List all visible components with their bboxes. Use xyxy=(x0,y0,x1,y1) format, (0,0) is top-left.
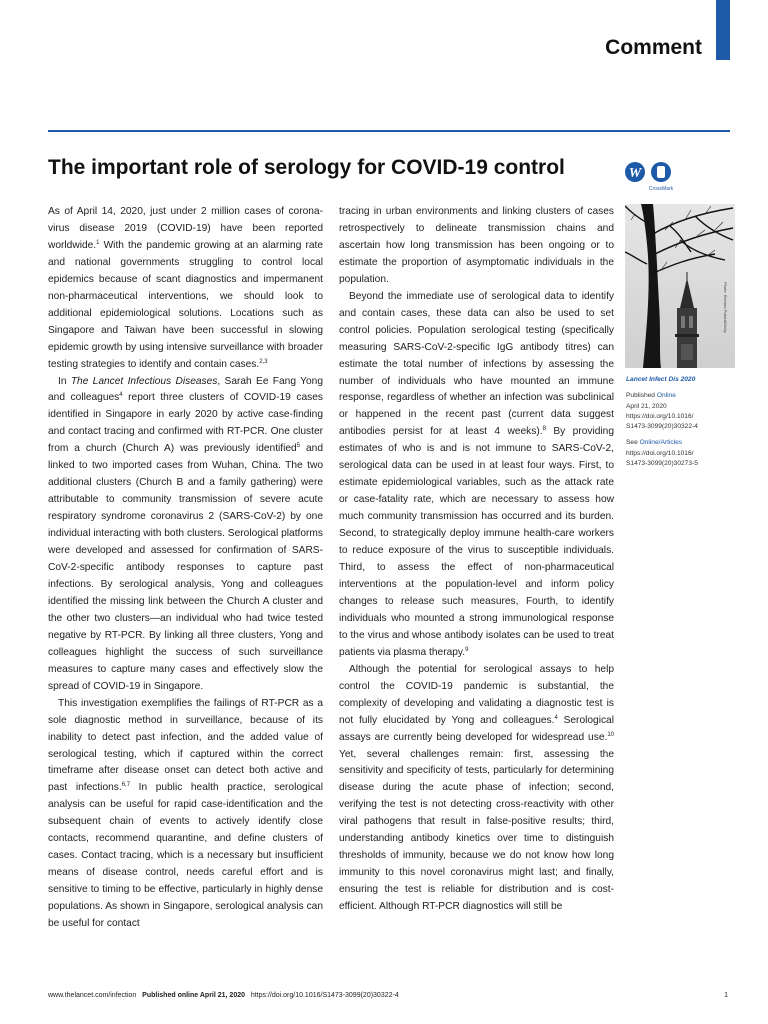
section-accent-bar xyxy=(716,0,730,60)
crossmark-icon[interactable] xyxy=(649,162,674,192)
oa-logo-icon[interactable] xyxy=(625,162,645,182)
see-prefix: See xyxy=(626,439,638,447)
paragraph: Although the potential for serological assays to help control the COVID-19 pandemic is substantial, the complexity of developing and validating a diagnostic test is not fully elucidated by Yong and colleagues.$^4$ Serological assays are currently being developed for widespread use.$^{10}$ Yet, several challenges remain: first, assessing the sensitivity and specificity of tests, particularly for determining disease during the acute phase of infection; second, verifying the test is not detecting cross-reactivity with other viral pathogens that result in false-positive results; third, understanding antibody kinetics over time to distinguish thresholds of immunity, because we do not know how long immunity to this novel coronavirus might last; and finally, ensuring the test is reliable for distribution and is cost-efficient. Although RT-PCR diagnostics will still be xyxy=(339,663,614,913)
crossmark-label: CrossMark xyxy=(648,186,674,192)
see-doi-line-1[interactable]: https://doi.org/10.1016/ xyxy=(626,449,694,457)
paragraph: tracing in urban environments and linking clusters of cases retrospectively to delineate transmission chains and ascertain how long transmission has been ongoing or to estimate the proportion of asymptomatic individuals in the population. xyxy=(339,206,614,285)
article-title: The important role of serology for COVID-19 control xyxy=(48,156,565,179)
svg-text:W: W xyxy=(628,166,642,181)
see-doi-link[interactable] xyxy=(626,449,736,470)
header-rule xyxy=(48,130,730,132)
journal-citation: Lancet Infect Dis 2020 xyxy=(626,376,696,383)
paragraph: In The Lancet Infectious Diseases, Sarah Ee Fang Yong and colleagues$^4$ report three clusters of COVID-19 cases identified in Singapore in early 2020 by active case-finding and contact tracing and confirmed with RT-PCR. One cluster from a church (Church A) was previously identified$^5$ and linked to two imported cases from Wuhan, China. The two additional clusters (Church B and a family gathering) were attributable to community transmission of severe acute respiratory syndrome coronavirus 2 (SARS-CoV-2) by one individual interacting with both clusters. Serological platforms were developed and assessed for confirmation of SARS-CoV-2-specific antibody responses to capture past infections. By serological analysis, Yong and colleagues identified the missing link between the Church A cluster and the other two clusters—an individual who had twice tested negative by RT-PCR. By linking all three clusters, Yong and colleagues highlight the success of such surveillance measures to capture many cases and effectively slow the spread of COVID-19 in Singapore. xyxy=(48,375,324,692)
article-column-2 xyxy=(339,204,614,916)
photo-credit: Photo: Richard Pollard/Getty xyxy=(723,282,728,333)
published-date: April 21, 2020 xyxy=(626,402,667,410)
see-also-line xyxy=(626,438,736,448)
see-doi-line-2[interactable]: S1473-3099(20)30273-5 xyxy=(626,460,698,468)
paragraph: As of April 14, 2020, just under 2 million cases of corona-virus disease 2019 (COVID-19) have been reported worldwide.$^1$ With the pandemic growing at an alarming rate and national governments struggling to control local epidemics because of scant diagnostics and impermanent non-pharmaceutical interventions, we should look to additional epidemiological solutions. Locations such as Singapore and Taiwan have been successful in slowing epidemic growth by using intensive surveillance with broader testing strategies to identify and contain cases.$^{2,3}$ xyxy=(48,206,323,370)
page-number: 1 xyxy=(724,992,728,999)
doi-line-1[interactable]: https://doi.org/10.1016/ xyxy=(626,412,694,420)
paragraph: This investigation exemplifies the failings of RT-PCR as a sole diagnostic method in surveillance, because of its inability to detect past infection, and the added value of serological testing, which if captured within the correct timeframe after disease onset can detect both active and past infections.$^{6,7}$ In public health practice, serological analysis can be useful for rapid case-identification and the subsequent chain of events to actively identify close contacts, recommend quarantine, and define clusters of cases. Contact tracing, which is a necessary but insufficient means of disease control, needs careful effort and is sensitive to timing to be effective, particularly in highly dense populations. As shown in Singapore, serological analysis can be useful for contact xyxy=(48,697,323,930)
page-footer xyxy=(48,992,728,999)
published-line xyxy=(626,391,736,401)
footer-published: Published online April 21, 2020 xyxy=(142,992,245,999)
published-online-link[interactable]: Online xyxy=(656,392,676,400)
article-column-1 xyxy=(48,204,323,933)
doi-link[interactable] xyxy=(626,412,736,433)
footer-doi-link[interactable]: https://doi.org/10.1016/S1473-3099(20)30322-4 xyxy=(250,992,399,999)
see-online-articles-link[interactable]: Online/Articles xyxy=(639,439,683,447)
article-badges xyxy=(625,160,685,194)
church-spire-photo xyxy=(625,204,735,368)
published-prefix: Published xyxy=(626,392,655,400)
section-label: Comment xyxy=(605,36,702,59)
doi-line-2[interactable]: S1473-3099(20)30322-4 xyxy=(626,423,698,431)
footer-site-link[interactable]: www.thelancet.com/infection xyxy=(48,992,137,999)
article-meta xyxy=(626,375,736,469)
paragraph: Beyond the immediate use of serological data to identify and contain cases, these data can also be used to set control policies. Population serological testing (specifically measuring SARS-CoV-2-specific IgG antibody titres) can estimate the total number of infections by assessing the number of individuals who have mounted an immune response, regardless of whether an infection was subclinical or happened in the recent past (current data suggest antibodies persist for at least 4 weeks).$^8$ By providing estimates of who is and is not immune to SARS-CoV-2, serological data can be used in at least four ways. First, to estimate epidemiological variables, such as the attack rate or case-fatality rate, which are necessary to assess how much community transmission has occurred and its burden. Second, to strategically deploy immune health-care workers to reduce exposure of the virus to susceptible individuals. Third, to assess the effect of non-pharmaceutical interventions at the population-level and inform policy changes to release such measures, Fourth, to identify individuals who mounted a strong immunological response to the virus and whose antibody isolates can be used to treat patients via plasma therapy.$^9$ xyxy=(339,290,614,658)
